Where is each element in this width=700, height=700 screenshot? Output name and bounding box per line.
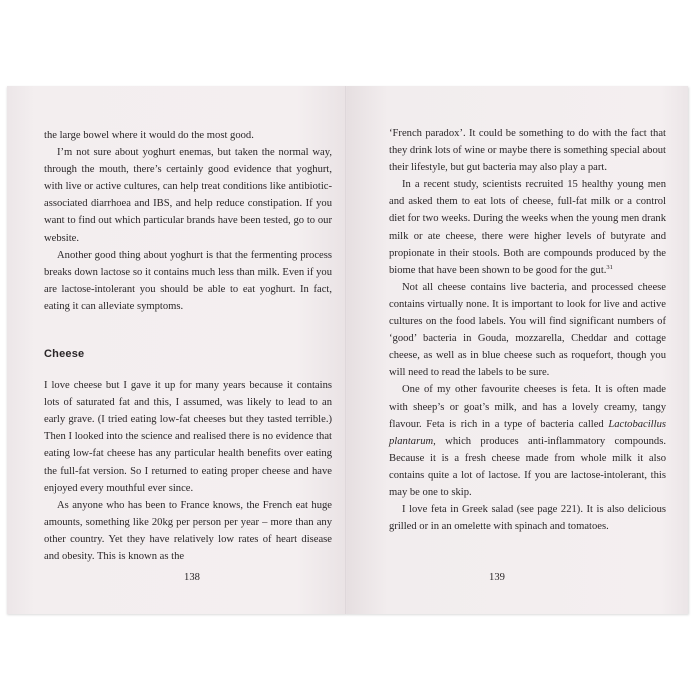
paragraph bbox=[389, 381, 666, 501]
left-page-text bbox=[44, 127, 332, 565]
left-page bbox=[7, 86, 348, 614]
paragraph: I love cheese but I gave it up for many years because it contains lots of saturated fat and this, I assumed, was likely to lead to an early grave. (I tried eating low-fat cheeses but they tasted terrible.) Then I looked into the science and realised there is no evidence that eating low-fat cheese has any particular health benefits over eating the full-fat version. So I returned to eating proper cheese and have enjoyed every mouthful ever since. bbox=[44, 380, 332, 494]
page-number: 138 bbox=[184, 572, 200, 583]
species-name: Lactobacillus plantarum, bbox=[389, 418, 666, 447]
right-page-text bbox=[389, 125, 666, 535]
paragraph: Another good thing about yoghurt is that the fermenting process breaks down lactose so it contains much less than milk. Even if you are lactose-intolerant you should be able to eat yoghurt. In fact, eating it can alleviate symptoms. bbox=[44, 249, 332, 312]
paragraph: As anyone who has been to France knows, the French eat huge amounts, something like 20kg per person per year – more than any other country. Yet they have relatively low rates of heart disease and obesity. This is known as the bbox=[44, 499, 332, 562]
paragraph-text: One of my other favourite cheeses is feta. It is often made with sheep’s or goat’s milk, and has a lovely creamy, tangy flavour. Feta is rich in a type of bacteria called bbox=[389, 384, 666, 430]
paragraph-text: In a recent study, scientists recruited 15 healthy young men and asked them to eat lots of cheese, full-fat milk or a control diet for two weeks. During the weeks when the young men drank milk or ate cheese, there were higher levels of butyrate and propionate in their stools. Both are compounds produced by the biome that have been shown to be good for the gut. bbox=[389, 179, 666, 276]
paragraph: ‘French paradox’. It could be something to do with the fact that they drink lots of wine or maybe there is something special about their lifestyle, but gut bacteria may also play a part. bbox=[389, 128, 666, 174]
right-page bbox=[347, 86, 688, 614]
paragraph: Not all cheese contains live bacteria, and processed cheese contains virtually none. It is important to look for live and active cultures on the food labels. You will find significant numbers of ‘good’ bacteria in Gouda, mozzarella, Cheddar and cottage cheese, as well as in blue cheese such as roquefort, though you will need to read the labels to be sure. bbox=[389, 281, 666, 379]
paragraph: I’m not sure about yoghurt enemas, but taken the normal way, through the mouth, there’s certainly good evidence that yoghurt, with live or active cultures, can help treat conditions like antibiotic-associated diarrhoea and IBS, and help reduce constipation. If you want to find out which particular brands have been tested, go to our website. bbox=[44, 147, 332, 244]
page-number: 139 bbox=[489, 572, 505, 583]
footnote-marker: 31 bbox=[606, 263, 613, 271]
paragraph: I love feta in Greek salad (see page 221). It is also delicious grilled or in an omelette with spinach and tomatoes. bbox=[389, 504, 666, 533]
paragraph: the large bowel where it would do the most good. bbox=[44, 130, 254, 141]
paragraph bbox=[389, 176, 666, 279]
section-heading: Cheese bbox=[44, 348, 85, 361]
paragraph-text: which produces anti-inflammatory compounds. Because it is a fresh cheese made from whole milk it also contains quite a lot of lactose. If you are lactose-intolerant, this may be one to skip. bbox=[389, 435, 666, 498]
